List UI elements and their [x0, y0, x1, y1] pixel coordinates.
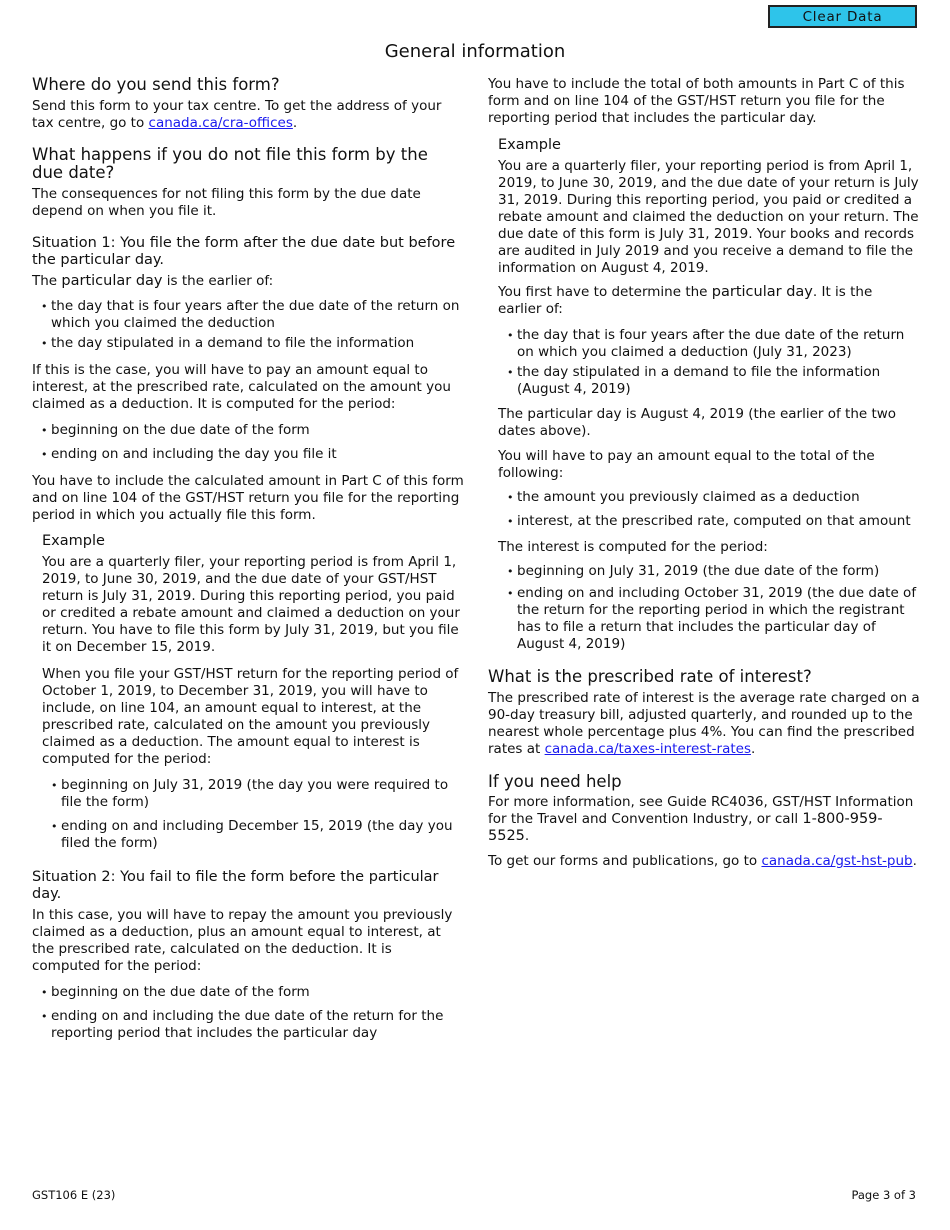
interest-rates-link[interactable]: canada.ca/taxes-interest-rates — [544, 741, 751, 757]
list-item: • interest, at the prescribed rate, computed on that amount — [498, 513, 920, 530]
list-item: • ending on and including the day you file it — [32, 446, 464, 463]
situation-1-include-text: You have to include the calculated amount in Part C of this form and on line 104 of the GST/HST return you file for the reporting period in which you actually file this form. — [32, 473, 464, 523]
particular-day-determination: You first have to determine the particular day. It is the earlier of: — [498, 284, 873, 317]
example-2 — [498, 137, 920, 653]
list-item: • the day stipulated in a demand to file the information (August 4, 2019) — [498, 364, 920, 398]
pay-total-bullets — [498, 489, 920, 530]
list-item: • beginning on July 31, 2019 (the due date of the form) — [498, 563, 920, 580]
situation-2-bullets — [32, 984, 464, 1042]
list-item: • the amount you previously claimed as a deduction — [498, 489, 920, 506]
example-1-bullets — [42, 777, 464, 852]
situation-1-text: If this is the case, you will have to pay an amount equal to interest, at the prescribed rate, calculated on the amount you claimed as a deduction. It is computed for the period: — [32, 362, 451, 412]
list-item: • the day stipulated in a demand to file the information — [32, 335, 464, 352]
situation-1-heading: Situation 1: You file the form after the due date but before the particular day. — [32, 235, 456, 268]
example-2-bullets — [498, 327, 920, 398]
situation-2-text: In this case, you will have to repay the amount you previously claimed as a deduction, plus an amount equal to interest, at the prescribed rate, calculated on the deduction. It is computed for the period: — [32, 907, 453, 974]
particular-day-definition: The particular day is the earlier of: — [32, 273, 274, 289]
situation-1-period-bullets — [32, 422, 464, 463]
right-column — [488, 76, 920, 870]
cra-offices-link[interactable]: canada.ca/cra-offices — [148, 115, 293, 131]
happens-heading: What happens if you do not file this form by the due date? — [32, 145, 428, 182]
page-number: Page 3 of 3 — [851, 1188, 916, 1202]
list-item: • beginning on the due date of the form — [32, 984, 464, 1001]
gst-hst-pub-link[interactable]: canada.ca/gst-hst-pub — [761, 853, 913, 869]
interest-period-text: The interest is computed for the period: — [498, 539, 768, 555]
example-1-text: You are a quarterly filer, your reporting period is from April 1, 2019, to June 30, 2019, and the due date of your GST/HST return is July 31, 2019. During this reporting period, you paid or credited a rebate amount and claimed a deduction on your return. You have to file this form by July 31, 2019, but you file it on December 15, 2019. — [42, 554, 460, 655]
help-heading: If you need help — [488, 772, 622, 791]
left-column — [32, 76, 464, 1042]
list-item: • the day that is four years after the due date of the return on which you claimed the deduction — [32, 298, 464, 332]
list-item: • ending on and including December 15, 2019 (the day you filed the form) — [42, 818, 464, 852]
interest-period-bullets — [498, 563, 920, 653]
include-total-text: You have to include the total of both amounts in Part C of this form and on line 104 of the GST/HST return you file for the reporting period that includes the particular day. — [488, 76, 905, 126]
list-item: • ending on and including the due date of the return for the reporting period that includes the particular day — [32, 1008, 464, 1042]
list-item: • ending on and including October 31, 2019 (the due date of the return for the reporting period in which the registrant has to file a return that includes the particular day of August 4, 2019) — [498, 585, 920, 653]
list-item: • beginning on July 31, 2019 (the day you were required to file the form) — [42, 777, 464, 811]
list-item: • the day that is four years after the due date of the return on which you claimed a deduction (July 31, 2023) — [498, 327, 920, 361]
prescribed-rate-text: The prescribed rate of interest is the average rate charged on a 90-day treasury bill, adjusted quarterly, and rounded up to the nearest whole percentage plus 4%. You can find the prescribed rates at canada.ca/taxes-interest-rates. — [488, 690, 920, 757]
help-phone: 1-800-959-5525 — [488, 811, 883, 844]
where-heading: Where do you send this form? — [32, 75, 280, 94]
clear-data-button[interactable]: Clear Data — [768, 5, 917, 28]
forms-text: To get our forms and publications, go to canada.ca/gst-hst-pub. — [488, 853, 917, 869]
example-heading: Example — [498, 137, 561, 153]
example-1-text-2: When you file your GST/HST return for the reporting period of October 1, 2019, to December 31, 2019, you will have to include, on line 104, an amount equal to interest, at the prescribed rate, calculated on the amount you previously claimed as a deduction. The amount equal to interest is computed for the period: — [42, 666, 459, 767]
situation-2-heading: Situation 2: You fail to file the form before the particular day. — [32, 869, 439, 902]
list-item: • beginning on the due date of the form — [32, 422, 464, 439]
happens-text: The consequences for not filing this form by the due date depend on when you file it. — [32, 186, 421, 219]
example-1 — [42, 533, 464, 852]
pay-total-text: You will have to pay an amount equal to the total of the following: — [498, 448, 875, 481]
help-text: For more information, see Guide RC4036, GST/HST Information for the Travel and Convention Industry, or call 1-800-959-5525. — [488, 794, 914, 844]
situation-1-bullets — [32, 298, 464, 352]
prescribed-rate-heading: What is the prescribed rate of interest? — [488, 667, 812, 686]
example-heading: Example — [42, 533, 105, 549]
where-text: Send this form to your tax centre. To get the address of your tax centre, go to canada.ca/cra-offices. — [32, 98, 442, 131]
page-title: General information — [384, 41, 566, 62]
example-2-text: You are a quarterly filer, your reporting period is from April 1, 2019, to June 30, 2019, and the due date of your return is July 31, 2019. During this reporting period, you paid or credited a rebate amount and claimed the deduction on your return. The due date of this form is July 31, 2019. Your books and records are audited in July 2019 and you receive a demand to file the information on August 4, 2019. — [498, 158, 919, 276]
particular-day-result: The particular day is August 4, 2019 (the earlier of the two dates above). — [498, 406, 897, 439]
form-id: GST106 E (23) — [32, 1188, 116, 1202]
